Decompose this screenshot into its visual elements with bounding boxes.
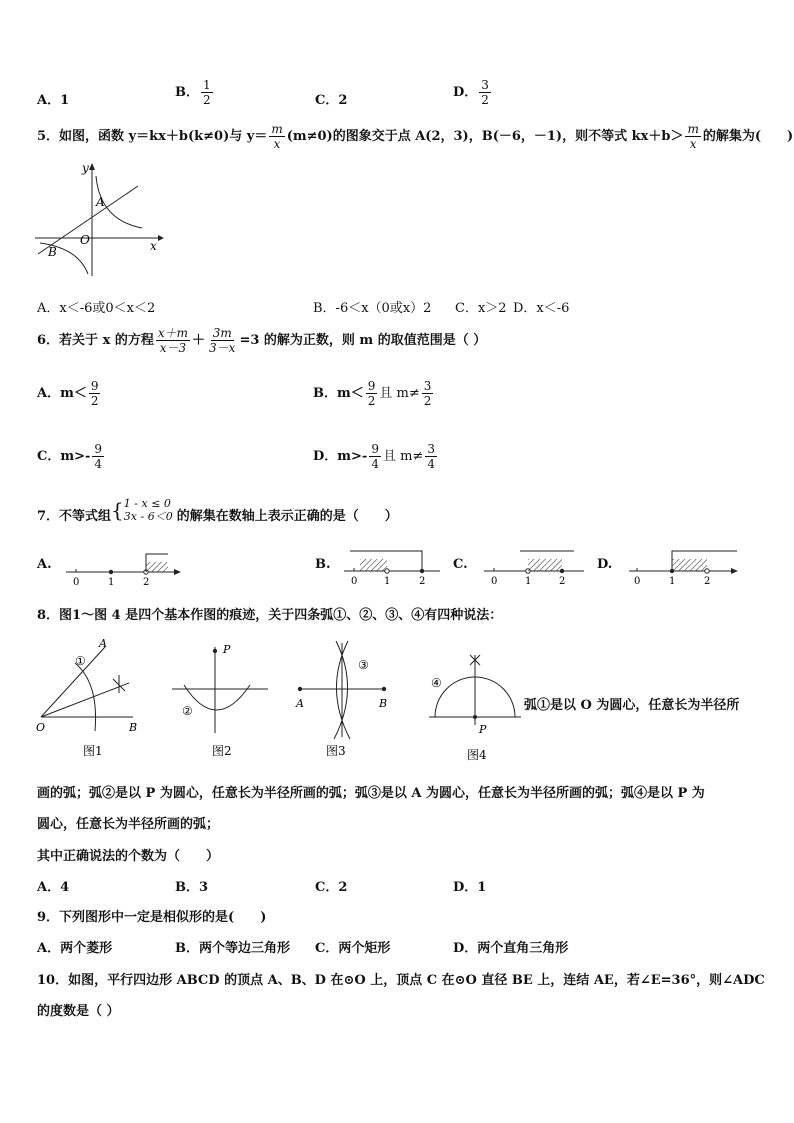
q4-option-b: [175, 78, 215, 107]
closed-point: [109, 570, 113, 574]
q4-option-d-fraction: [479, 78, 491, 107]
q8-figure-3: [290, 635, 395, 760]
q7-option-b-label: B.: [315, 557, 331, 572]
point-a: [298, 687, 302, 691]
point-a-label: A: [96, 195, 105, 209]
q6-option-d: [313, 442, 439, 471]
q6-option-c: [37, 442, 106, 471]
label-b: B: [379, 697, 388, 710]
axis-arrow: [174, 569, 181, 575]
q7-system-line-2: 3x - 6＜0: [123, 510, 173, 523]
q5-stem-part3: 的解集为( ): [702, 129, 794, 144]
label-o: O: [36, 721, 46, 734]
q4-option-b-prefix: B．: [175, 85, 199, 100]
fraction-denominator: 2: [481, 93, 489, 107]
fraction-denominator: 2: [203, 93, 211, 107]
q8-option-d: D．1: [453, 880, 487, 895]
label-a: A: [99, 637, 107, 650]
q6-option-a: [37, 379, 102, 408]
q5-graph: [30, 158, 170, 280]
figure-caption: 图3: [326, 744, 346, 758]
fraction-numerator: 9: [94, 442, 103, 456]
q8-text-line-4: 其中正确说法的个数为（ ）: [37, 849, 220, 864]
q8-stem: 8．图1～图 4 是四个基本作图的痕迹，关于四条弧①、②、③、④有四种说法：: [37, 608, 503, 623]
fraction-denominator: 3－x: [209, 341, 236, 355]
tick-label: 1: [108, 577, 115, 588]
q5-option-d: D．x＜-6: [513, 301, 570, 316]
q4-option-c: C．2: [315, 93, 348, 108]
q4-option-b-fraction: [201, 78, 213, 107]
tick-label: 0: [351, 576, 358, 587]
tick-label: 2: [559, 576, 566, 587]
q9-option-a: A．两个菱形: [37, 941, 113, 956]
fraction-denominator: x－3: [159, 341, 187, 355]
shaded-region: [146, 562, 168, 572]
q6-option-d-mid: 且 m≠: [382, 449, 424, 464]
fraction-numerator: 1: [203, 78, 211, 92]
q5-option-b: B．-6＜x（0或x）2: [313, 301, 432, 316]
q7-option-b-number-line: [340, 545, 450, 587]
q6-option-d-fraction-1: [369, 442, 381, 471]
fraction-denominator: 4: [94, 457, 103, 471]
q7-stem-part2: 的解集在数轴上表示正确的是（ ）: [176, 508, 398, 524]
shaded-region: [528, 559, 562, 571]
tick-label: 1: [669, 576, 676, 587]
point-p: [473, 715, 477, 719]
q7-option-d-label: D.: [597, 557, 613, 572]
fraction-numerator: 9: [371, 442, 379, 456]
q6-option-b-mid: 且 m≠: [379, 386, 420, 401]
q4-option-a: A．1: [37, 93, 70, 108]
y-label: y: [82, 161, 89, 175]
q8-option-b: B．3: [175, 880, 209, 895]
point-b-label: B: [48, 245, 57, 259]
tick-label: 2: [143, 577, 150, 588]
q7-option-a-label: A.: [37, 557, 52, 572]
q5-stem: [37, 122, 793, 151]
tick-label: 1: [384, 576, 391, 587]
q7-brace: {: [111, 498, 124, 522]
label-p: P: [479, 723, 487, 736]
q6-stem: [37, 326, 486, 355]
q8-figure-1: [33, 635, 148, 760]
point-p: [213, 649, 217, 653]
y-axis-arrow: [89, 163, 95, 170]
q6-stem-part2: =3 的解为正数，则 m 的取值范围是（ ）: [239, 333, 487, 348]
figure-caption: 图4: [467, 748, 487, 762]
q8-text-side: 弧①是以 O 为圆心，任意长为半径所: [524, 698, 740, 713]
q7-stem: [37, 497, 398, 523]
q7-option-c-label: C.: [453, 557, 468, 572]
q9-stem: 9．下列图形中一定是相似形的是( ): [37, 910, 267, 925]
fraction-numerator: 3m: [212, 326, 232, 340]
q5-option-c: C．x＞2: [455, 301, 507, 316]
q6-option-a-fraction: [89, 379, 101, 408]
q7-option-c-number-line: [480, 545, 590, 587]
fraction-denominator: x: [689, 137, 697, 151]
axis-arrow: [731, 568, 738, 574]
tick-label: 0: [73, 577, 80, 588]
tick-label: 2: [419, 576, 426, 587]
x-label: x: [150, 239, 157, 253]
q6-fraction-2: [207, 326, 237, 355]
fraction-denominator: 2: [90, 394, 99, 408]
q6-option-c-prefix: C．m>-: [37, 449, 91, 464]
arc-label-4: ④: [431, 676, 442, 690]
q5-stem-part1: 5．如图，函数 y＝kx＋b(k≠0)与 y＝: [37, 129, 268, 144]
q5-fraction-m-over-x-2: [685, 122, 700, 151]
fraction-numerator: 3: [423, 379, 432, 393]
q5-fraction-m-over-x: [269, 122, 284, 151]
shaded-region: [360, 559, 387, 571]
q8-figure-4: [425, 635, 525, 765]
arc-label-3: ③: [358, 658, 369, 672]
q9-option-b: B．两个等边三角形: [175, 941, 290, 956]
x-axis-arrow: [158, 235, 164, 241]
q6-option-d-fraction-2: [425, 442, 437, 471]
tick-label: 2: [704, 576, 711, 587]
q8-option-c: C．2: [315, 880, 348, 895]
q6-option-b: [313, 379, 435, 408]
label-p: P: [223, 643, 231, 656]
q8-option-a: A．4: [37, 880, 70, 895]
q6-option-b-prefix: B．m＜: [313, 386, 364, 401]
q10-stem-line-1: 10．如图，平行四边形 ABCD 的顶点 A、B、D 在⊙O 上，顶点 C 在⊙O 直径 BE 上，连结 AE，若∠E=36°，则∠ADC: [37, 973, 765, 988]
fraction-denominator: 4: [427, 457, 435, 471]
fraction-numerator: 3: [427, 442, 435, 456]
q9-option-d: D．两个直角三角形: [453, 941, 569, 956]
q6-option-b-fraction-2: [422, 379, 434, 408]
fraction-denominator: 4: [371, 457, 379, 471]
q7-stem-part1: 7．不等式组: [37, 508, 112, 524]
fraction-numerator: 9: [90, 379, 99, 393]
q10-stem-line-2: 的度数是（ ）: [37, 1004, 120, 1019]
q4-option-d-prefix: D．: [453, 85, 478, 100]
q8-figure-2: [168, 635, 278, 760]
q7-system: [124, 497, 173, 523]
q6-option-a-prefix: A．m＜: [37, 386, 87, 401]
arc-label-1: ①: [75, 654, 86, 668]
q7-system-line-1: 1 - x ≤ 0: [123, 497, 171, 510]
q6-option-d-prefix: D．m>-: [313, 449, 368, 464]
fraction-denominator: 2: [367, 394, 376, 408]
q4-option-d: [453, 78, 493, 107]
q5-option-a: A．x＜-6或0＜x＜2: [37, 301, 156, 316]
arc-label-2: ②: [182, 704, 193, 718]
figure-caption: 图2: [212, 744, 232, 758]
q5-stem-part2: (m≠0)的图象交于点 A(2，3)，B(－6，－1)，则不等式 kx＋b＞: [286, 129, 684, 144]
bisector-ray: [41, 683, 129, 717]
q6-plus: ＋: [192, 333, 206, 348]
q6-fraction-1: [156, 326, 190, 355]
q7-option-a-number-line: [62, 548, 187, 588]
q6-option-c-fraction: [92, 442, 104, 471]
tick-label: 1: [525, 576, 532, 587]
fraction-denominator: 2: [423, 394, 432, 408]
q8-text-line-2: 画的弧；弧②是以 P 为圆心，任意长为半径所画的弧；弧③是以 A 为圆心，任意长为半径所画的弧；弧④是以 P 为: [37, 786, 705, 801]
q6-option-b-fraction-1: [366, 379, 378, 408]
label-a: A: [296, 697, 304, 710]
tick-label: 0: [634, 576, 641, 587]
fraction-numerator: 9: [367, 379, 376, 393]
fraction-numerator: m: [271, 122, 283, 136]
q7-option-d-number-line: [625, 545, 745, 587]
figure-caption: 图1: [83, 744, 103, 758]
q8-text-line-3: 圆心，任意长为半径所画的弧；: [37, 817, 220, 832]
label-b: B: [129, 721, 138, 734]
point-b: [382, 687, 386, 691]
shaded-region: [672, 559, 707, 571]
origin-label: O: [80, 233, 90, 247]
fraction-numerator: m: [687, 122, 699, 136]
fraction-numerator: 3: [481, 78, 489, 92]
q6-stem-part1: 6．若关于 x 的方程: [37, 333, 154, 348]
fraction-numerator: x＋m: [157, 326, 189, 340]
fraction-denominator: x: [273, 137, 281, 151]
q9-option-c: C．两个矩形: [315, 941, 391, 956]
tick-label: 0: [491, 576, 498, 587]
